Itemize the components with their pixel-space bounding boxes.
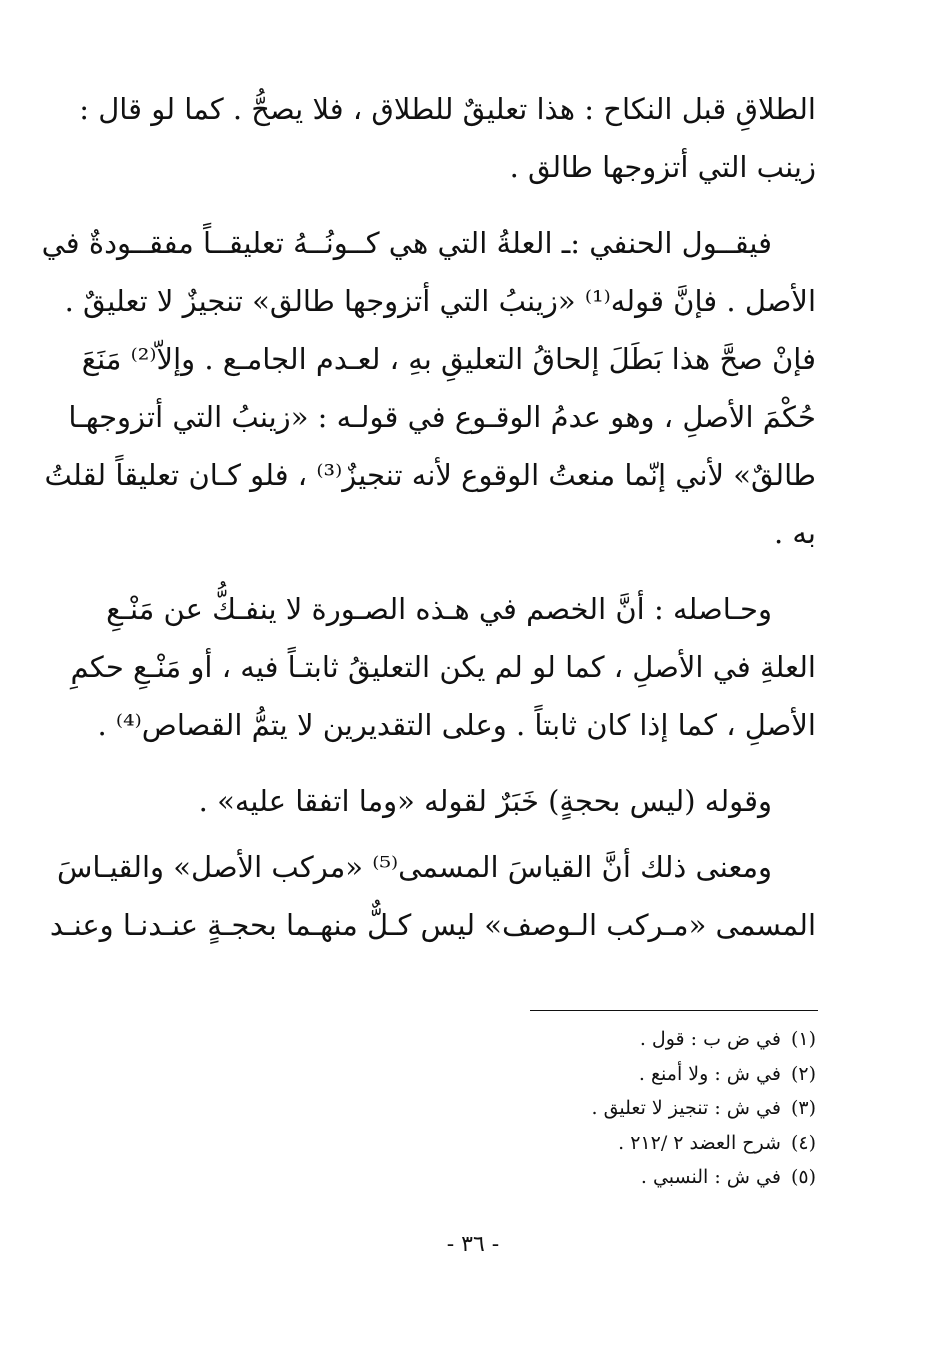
text-line: فيقــول الحنفي :ـ العلةُ التي هي كــونُــهُ تعليقــاً مفقــودةٌ في <box>41 226 772 260</box>
footnote <box>400 1091 816 1126</box>
text-line: حُكْمَ الأصلِ ، وهو عدمُ الوقـوع في قولـه : «زينبُ التي أتزوجهـا <box>68 400 816 434</box>
text-line: الأصلِ ، كما إذا كان ثابتاً . وعلى التقديرين لا يتمُّ القصاص⁽⁴⁾ . <box>97 708 816 742</box>
footnote-number: (٥) <box>790 1166 816 1188</box>
text-line: العلةِ في الأصلِ ، كما لو لم يكن التعليقُ ثابتـاً فيه ، أو مَنْـعِ حكمِ <box>70 650 816 684</box>
footnote-text: في ش : النسبي . <box>640 1166 781 1188</box>
text-line: الطلاقِ قبل النكاح : هذا تعليقٌ للطلاق ، فلا يصحُّ . كما لو قال : <box>79 92 816 126</box>
footnote <box>400 1126 816 1161</box>
main-text <box>41 80 816 972</box>
footnote-number: (١) <box>790 1028 816 1050</box>
text-line: ومعنى ذلك أنَّ القياسَ المسمى⁽⁵⁾ «مركب الأصل» والقيـاسَ <box>57 850 772 884</box>
footnote <box>400 1160 816 1195</box>
footnote-text: شرح العضد ٢ /٢١٢ . <box>618 1131 781 1154</box>
footnote-separator <box>530 1010 818 1011</box>
footnote-text: في ش : ولا أمنع . <box>638 1062 781 1085</box>
text-line: المسمى «مـركب الـوصف» ليس كـلٌّ منهـما بحجـةٍ عنـدنـا وعنـد <box>49 908 816 942</box>
footnote-text: في ش : تنجيز لا تعليق . <box>591 1097 781 1119</box>
text-line: طالقٌ» لأني إنّما منعتُ الوقوع لأنه تنجيزٌ⁽³⁾ ، فلو كـان تعليقاً لقلتُ <box>44 458 816 492</box>
paragraph <box>79 80 816 196</box>
footnote <box>400 1057 816 1092</box>
footnotes <box>400 1022 816 1195</box>
footnote-text: في ض ب : قول . <box>639 1028 781 1050</box>
text-line: فإنْ صحَّ هذا بَطَلَ إلحاقُ التعليقِ بهِ ، لعـدم الجامـع . وإلاّ⁽²⁾ مَنَعَ <box>81 342 816 376</box>
paragraph <box>130 772 816 830</box>
footnote-number: (٣) <box>790 1097 816 1119</box>
text-line: زينب التي أتزوجها طالق . <box>509 150 816 184</box>
text-line: وحـاصله : أنَّ الخصم في هـذه الصـورة لا ينفـكُّ عن مَنْـعِ <box>106 592 772 626</box>
paragraph <box>49 838 816 954</box>
page-number: - ٣٦ - <box>446 1232 500 1257</box>
text-line: الأصل . فإنَّ قوله⁽¹⁾ «زينبُ التي أتزوجها طالق» تنجيزٌ لا تعليقٌ . <box>64 284 816 318</box>
text-line: وقوله (ليس بحجةٍ) خَبَرٌ لقوله «وما اتفقا عليه» . <box>198 784 772 818</box>
paragraph <box>70 580 816 754</box>
footnote-number: (٢) <box>790 1062 816 1085</box>
text-line: به . <box>773 516 816 550</box>
footnote <box>400 1022 816 1057</box>
paragraph <box>41 214 816 562</box>
footnote-number: (٤) <box>790 1131 816 1154</box>
